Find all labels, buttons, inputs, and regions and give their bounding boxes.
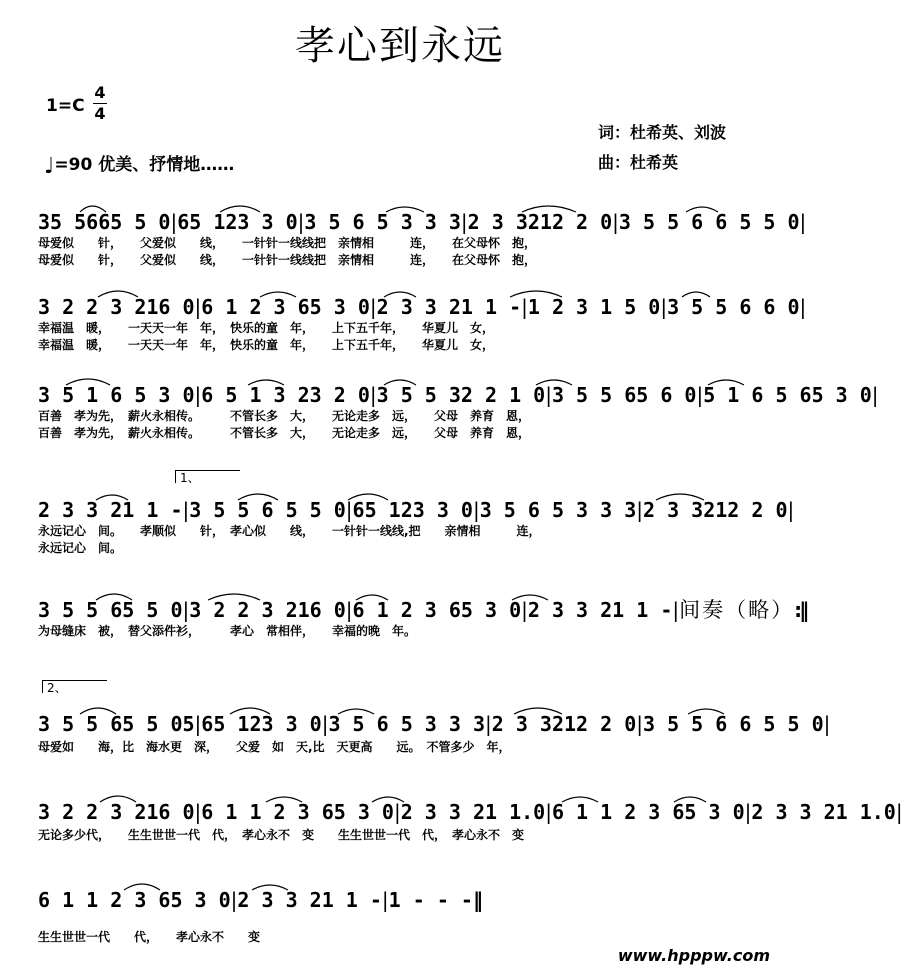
barline: | xyxy=(460,210,468,234)
measure: 3 5 6 5 3 3 3 xyxy=(328,712,486,736)
lyrics-line: 百善 孝为先， 薪火永相传。 不管长多 大， 无论走多 远， 父母 养育 恩， xyxy=(38,426,531,440)
lyrics-line: 母爱如 海，比 海水更 深， 父爱 如 天,比 天更高 远。 不管多少 年， xyxy=(38,740,511,754)
barline: | xyxy=(345,498,353,522)
measure: 3 5 5 65 5 05 xyxy=(38,712,195,736)
lyrics-line: 幸福温 暖， 一天天一年 年， 快乐的童 年， 上下五千年， 华夏儿 女， xyxy=(38,338,495,352)
measure: 6 5 1 3 23 2 0 xyxy=(201,383,370,407)
volta-first-ending: 1、 xyxy=(175,470,240,483)
measure: 1 - - - xyxy=(388,888,473,912)
measure: 2 3 3 21 1 - xyxy=(527,598,673,622)
barline: | xyxy=(381,888,389,912)
barline: | xyxy=(799,210,807,234)
barline: | xyxy=(194,712,202,736)
barline: | xyxy=(799,295,807,319)
lyrics-line: 永远记心 间。 xyxy=(38,541,123,555)
barline: | xyxy=(672,598,680,622)
measure: 2 3 3 21 1.0 xyxy=(400,800,546,824)
measure: 1 2 3 1 5 0 xyxy=(527,295,661,319)
measure: 2 3 3 21 1 - xyxy=(237,888,382,912)
measure: 3 5 1 6 5 3 0 xyxy=(38,383,195,407)
barline: | xyxy=(369,383,377,407)
barline: | xyxy=(823,712,831,736)
notes-line xyxy=(38,200,807,234)
measure: 6 1 1 2 3 65 3 0 xyxy=(201,800,394,824)
tempo-marking xyxy=(44,150,234,179)
notes-line xyxy=(38,285,807,319)
volta-second-ending: 2、 xyxy=(42,680,107,693)
measure: 2 3 3212 2 0 xyxy=(491,712,637,736)
time-signature-bottom: 4 xyxy=(94,104,106,123)
website-watermark: www.hpppw.com xyxy=(617,946,770,965)
measure: 2 3 3212 2 0 xyxy=(643,498,788,522)
barline: | xyxy=(612,210,619,234)
lyrics-line: 永远记心 间。 孝顺似 针， 孝心似 线， 一针针一线线,把 亲情相 连， xyxy=(38,524,541,538)
barline: | xyxy=(369,295,377,319)
barline: | xyxy=(472,498,480,522)
measure: 2 3 3 21 1.0 xyxy=(751,800,896,824)
barline: | xyxy=(194,383,202,407)
lyrics-line: 幸福温 暖， 一天天一年 年， 快乐的童 年， 上下五千年， 华夏儿 女， xyxy=(38,321,495,335)
measure: 3 5 5 65 5 0 xyxy=(38,598,183,622)
measure: 35 5665 5 0 xyxy=(38,210,171,234)
barline: | xyxy=(194,800,202,824)
measure: 3 5 5 6 6 5 5 0 xyxy=(643,712,824,736)
notes-line xyxy=(38,878,480,912)
measure: 3 2 2 3 216 0 xyxy=(38,295,195,319)
barline: | xyxy=(182,498,190,522)
measure: 3 5 5 6 6 5 5 0 xyxy=(618,210,800,234)
measure: 65 123 3 0 xyxy=(201,712,322,736)
barline: | xyxy=(170,210,178,234)
measure: 6 1 2 3 65 3 0 xyxy=(201,295,370,319)
measure: 3 5 5 32 2 1 0 xyxy=(376,383,546,407)
notes-line xyxy=(38,588,807,622)
measure: 3 5 5 6 5 5 0 xyxy=(189,498,346,522)
time-signature xyxy=(93,84,107,123)
barline: | xyxy=(895,800,903,824)
barline: | xyxy=(660,295,668,319)
time-signature-top: 4 xyxy=(94,83,106,102)
barline: | xyxy=(485,712,492,736)
barline: | xyxy=(521,295,528,319)
interlude-label: 间奏（略） xyxy=(679,598,795,622)
measure: 3 2 2 3 216 0 xyxy=(38,800,195,824)
measure: 5 1 6 5 65 3 0 xyxy=(703,383,872,407)
barline: | xyxy=(521,598,528,622)
barline: | xyxy=(545,800,552,824)
barline: | xyxy=(321,712,329,736)
measure: 3 5 5 6 6 0 xyxy=(667,295,800,319)
notes-line xyxy=(38,702,831,736)
barline: | xyxy=(871,383,879,407)
lyrics-line: 百善 孝为先， 薪火永相传。 不管长多 大， 无论走多 远， 父母 养育 恩， xyxy=(38,409,531,423)
measure: 2 3 3 21 1 - xyxy=(376,295,522,319)
barline: | xyxy=(787,498,795,522)
measure: 2 3 3212 2 0 xyxy=(467,210,613,234)
measure: 6 1 1 2 3 65 3 0 xyxy=(551,800,745,824)
lyrics-line: 母爱似 针， 父爱似 线， 一针针一线线把 亲情相 连， 在父母怀 抱， xyxy=(38,253,537,267)
notes-line xyxy=(38,488,795,522)
notes-line xyxy=(38,790,903,824)
barline: | xyxy=(744,800,752,824)
barline: | xyxy=(636,712,644,736)
measure: 6 1 2 3 65 3 0 xyxy=(352,598,522,622)
measure: 3 5 5 65 6 0 xyxy=(551,383,697,407)
barline: | xyxy=(393,800,401,824)
key-signature: 1=C xyxy=(46,96,85,116)
barline: | xyxy=(194,295,202,319)
tempo-text: =90 优美、抒情地…… xyxy=(54,155,235,175)
quarter-note-icon: ♩ xyxy=(44,154,55,179)
lyricist-credit: 词：杜希英、刘波 xyxy=(598,123,727,142)
barline: | xyxy=(297,210,305,234)
lyrics-line: 为母缝床 被， 替父添件衫， 孝心 常相伴， 幸福的晚 年。 xyxy=(38,624,417,638)
measure: 6 1 1 2 3 65 3 0 xyxy=(38,888,231,912)
song-title: 孝心到永远 xyxy=(295,23,505,69)
measure: 3 2 2 3 216 0 xyxy=(189,598,346,622)
lyrics-line: 母爱似 针， 父爱似 线， 一针针一线线把 亲情相 连， 在父母怀 抱， xyxy=(38,236,537,250)
barline: | xyxy=(182,598,190,622)
measure: 65 123 3 0 xyxy=(177,210,298,234)
lyrics-line: 无论多少代， 生生世世一代 代， 孝心永不 变 生生世世一代 代， 孝心永不 变 xyxy=(38,828,525,842)
measure: 2 3 3 21 1 - xyxy=(38,498,183,522)
barline: | xyxy=(345,598,353,622)
measure: 3 5 6 5 3 3 3 xyxy=(304,210,461,234)
barline: | xyxy=(636,498,644,522)
lyrics-line: 生生世世一代 代， 孝心永不 变 xyxy=(38,930,261,944)
barline: | xyxy=(230,888,238,912)
final-barline: ‖ xyxy=(472,888,480,912)
notes-line xyxy=(38,373,879,407)
barline: | xyxy=(696,383,704,407)
measure: 65 123 3 0 xyxy=(352,498,473,522)
measure: 3 5 6 5 3 3 3 xyxy=(479,498,637,522)
barline: | xyxy=(545,383,552,407)
repeat-end-barline: :‖ xyxy=(794,598,807,622)
composer-credit: 曲：杜希英 xyxy=(598,153,679,172)
